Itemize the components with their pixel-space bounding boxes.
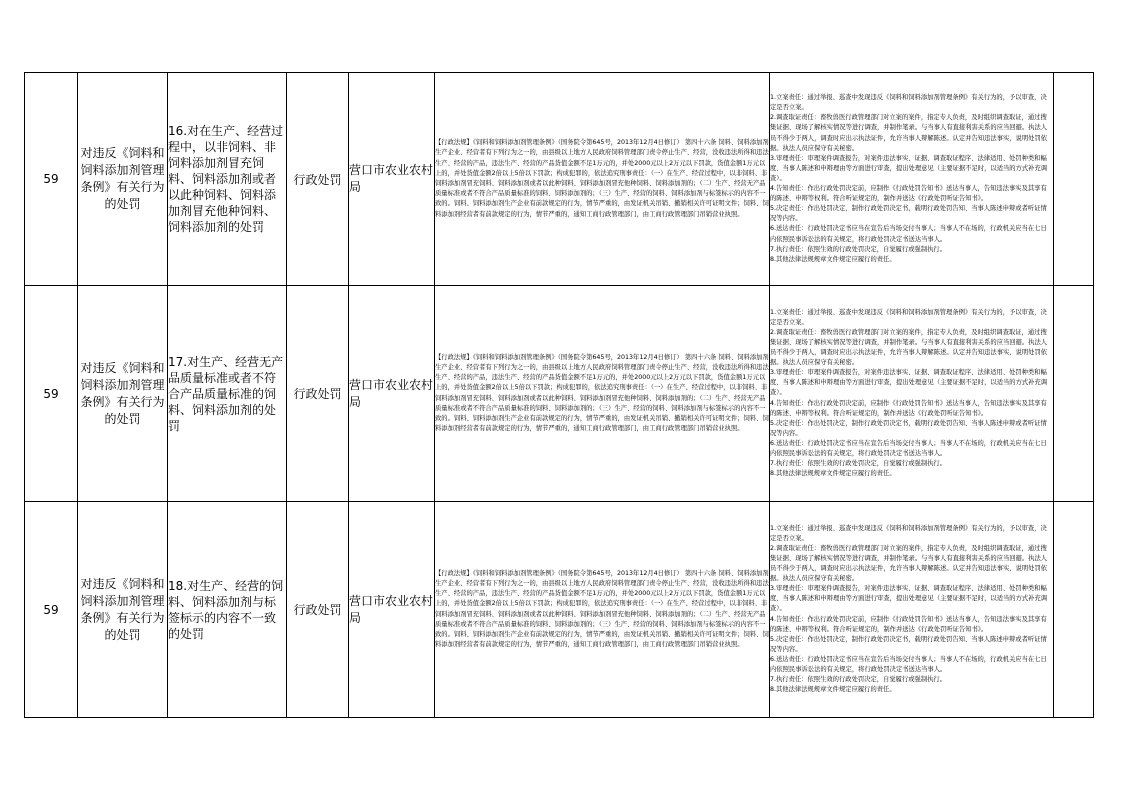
responsibility-list — [770, 502, 1054, 718]
sub-item-name: 16.对在生产、经营过程中，以非饲料、非饲料添加剂冒充饲料、饲料添加剂或者以此种饲料、饲料添加剂冒充他种饲料、饲料添加剂的处罚 — [168, 73, 287, 286]
remarks-cell — [1054, 73, 1094, 286]
sub-item-name: 17.对生产、经营无产品质量标准或者不符合产品质量标准的饲料、饲料添加剂的处罚 — [168, 286, 287, 502]
power-item-name: 对违反《饲料和饲料添加剂管理条例》有关行为的处罚 — [78, 286, 168, 502]
responsibility-item: 5.决定责任：作出处罚决定，制作行政处罚决定书，载明行政处罚告知、当事人陈述申辩或者听证情况等内容。 — [770, 635, 1047, 653]
legal-basis: 【行政法规】《饲料和饲料添加剂管理条例》（国务院令第645号，2013年12月4日修订） 第四十六条 饲料、饲料添加剂生产企业、经营者有下列行为之一的，由县级以上地方人民政府饲料管理部门责令停止生产、经营，没收违法所得和违法生产、经营的产品，违法生产、经营的产品货值金额不足1万元的，并处2000元以上2万元以下罚款，货值金额1万元以上的，并处货值金额2倍以上5倍以下罚款；构成犯罪的，依法追究刑事责任：（一）在生产、经营过程中，以非饲料、非饲料添加剂冒充饲料、饲料添加剂或者以此种饲料、饲料添加剂冒充他种饲料、饲料添加剂的；（二）生产、经营无产品质量标准或者不符合产品质量标准的饲料、饲料添加剂的；（三）生产、经营的饲料、饲料添加剂与标签标示的内容不一致的。饲料、饲料添加剂生产企业有前款规定的行为，情节严重的，由发证机关吊销、撤销相关许可证明文件；饲料、饲料添加剂经营者有前款规定的行为，情节严重的，通知工商行政管理部门，由工商行政管理部门吊销营业执照。 — [435, 286, 770, 502]
responsibility-item: 3.审理责任：审理案件调查报告，对案件违法事实、证据、调查取证程序、法律适用、处罚种类和幅度、当事人陈述和申辩理由等方面进行审查，提出处理意见（主要证据不足时，以适当的方式补充调查）。 — [770, 154, 1048, 182]
responsibility-item: 1.立案责任：通过举报、巡查中发现违反《饲料和饲料添加剂管理条例》有关行为的，予以审查，决定是否立案。 — [770, 308, 1047, 326]
responsibility-item: 2.调查取证责任：畜牧兽医行政管理部门对立案的案件，指定专人负责，及时组织调查取证，通过搜集证据、现场了解核实情况等进行调查，并制作笔录。与当事人有直接利害关系的应当回避。执法人员不得少于两人，调查时应出示执法证件，允许当事人辩解陈述。认定并告知违法事实，说明处罚依据。执法人员应保守有关秘密。 — [770, 114, 1048, 152]
implementing-organ: 营口市农业农村局 — [349, 502, 435, 718]
responsibility-item: 6.送达责任：行政处罚决定书应当在宣告后当场交付当事人；当事人不在场的，行政机关应当在七日内依照民事诉讼法的有关规定，将行政处罚决定书送达当事人。 — [770, 225, 1047, 243]
responsibility-item: 8.其他法律法规规章文件规定应履行的责任。 — [770, 686, 896, 694]
responsibility-item: 6.送达责任：行政处罚决定书应当在宣告后当场交付当事人；当事人不在场的，行政机关应当在七日内依照民事诉讼法的有关规定，将行政处罚决定书送达当事人。 — [770, 655, 1047, 674]
power-category: 行政处罚 — [287, 73, 349, 286]
remarks-cell — [1054, 286, 1094, 502]
remarks-cell — [1054, 502, 1094, 718]
responsibility-item: 4.告知责任：作出行政处罚决定前，应制作《行政处罚告知书》送达当事人，告知违法事实及其享有的陈述、申辩等权利。符合听证规定的，制作并送达《行政处罚听证告知书》。 — [770, 399, 1047, 417]
responsibility-item: 7.执行责任：依照生效的行政处罚决定，自觉履行或强制执行。 — [770, 460, 947, 468]
responsibility-list — [770, 73, 1054, 286]
table-row — [25, 286, 1094, 502]
implementing-organ: 营口市农业农村局 — [349, 73, 435, 286]
responsibility-item: 3.审理责任：审理案件调查报告，对案件违法事实、证据、调查取证程序、法律适用、处罚种类和幅度、当事人陈述和申辩理由等方面进行审查，提出处理意见（主要证据不足时，以适当的方式补充调查）。 — [770, 369, 1048, 397]
power-category: 行政处罚 — [287, 502, 349, 718]
responsibility-item: 8.其他法律法规规章文件规定应履行的责任。 — [770, 255, 896, 263]
power-item-name: 对违反《饲料和饲料添加剂管理条例》有关行为的处罚 — [78, 502, 168, 718]
power-list-table — [24, 72, 1094, 718]
row-number: 59 — [25, 286, 78, 502]
implementing-organ: 营口市农业农村局 — [349, 286, 435, 502]
sub-item-name: 18.对生产、经营的饲料、饲料添加剂与标签标示的内容不一致的处罚 — [168, 502, 287, 718]
responsibility-item: 7.执行责任：依照生效的行政处罚决定，自觉履行或强制执行。 — [770, 676, 947, 684]
responsibility-item: 5.决定责任：作出处罚决定，制作行政处罚决定书，载明行政处罚告知、当事人陈述申辩或者听证情况等内容。 — [770, 419, 1047, 437]
table-row — [25, 502, 1094, 718]
responsibility-item: 4.告知责任：作出行政处罚决定前，应制作《行政处罚告知书》送达当事人，告知违法事实及其享有的陈述、申辩等权利。符合听证规定的，制作并送达《行政处罚听证告知书》。 — [770, 615, 1047, 633]
legal-basis: 【行政法规】《饲料和饲料添加剂管理条例》（国务院令第645号，2013年12月4日修订） 第四十六条 饲料、饲料添加剂生产企业、经营者有下列行为之一的，由县级以上地方人民政府饲料管理部门责令停止生产、经营，没收违法所得和违法生产、经营的产品，违法生产、经营的产品货值金额不足1万元的，并处2000元以上2万元以下罚款，货值金额1万元以上的，并处货值金额2倍以上5倍以下罚款；构成犯罪的，依法追究刑事责任：（一）在生产、经营过程中，以非饲料、非饲料添加剂冒充饲料、饲料添加剂或者以此种饲料、饲料添加剂冒充他种饲料、饲料添加剂的；（二）生产、经营无产品质量标准或者不符合产品质量标准的饲料、饲料添加剂的；（三）生产、经营的饲料、饲料添加剂与标签标示的内容不一致的。饲料、饲料添加剂生产企业有前款规定的行为，情节严重的，由发证机关吊销、撤销相关许可证明文件；饲料、饲料添加剂经营者有前款规定的行为，情节严重的，通知工商行政管理部门，由工商行政管理部门吊销营业执照。 — [435, 502, 770, 718]
power-item-name: 对违反《饲料和饲料添加剂管理条例》有关行为的处罚 — [78, 73, 168, 286]
responsibility-item: 5.决定责任：作出处罚决定，制作行政处罚决定书，载明行政处罚告知、当事人陈述申辩或者听证情况等内容。 — [770, 205, 1047, 223]
table-body — [25, 73, 1094, 718]
power-category: 行政处罚 — [287, 286, 349, 502]
responsibility-item: 4.告知责任：作出行政处罚决定前，应制作《行政处罚告知书》送达当事人，告知违法事实及其享有的陈述、申辩等权利。符合听证规定的，制作并送达《行政处罚听证告知书》。 — [770, 185, 1047, 203]
table-row — [25, 73, 1094, 286]
responsibility-item: 8.其他法律法规规章文件规定应履行的责任。 — [770, 470, 896, 478]
responsibility-item: 1.立案责任：通过举报、巡查中发现违反《饲料和饲料添加剂管理条例》有关行为的，予以审查，决定是否立案。 — [770, 524, 1047, 542]
responsibility-item: 6.送达责任：行政处罚决定书应当在宣告后当场交付当事人；当事人不在场的，行政机关应当在七日内依照民事诉讼法的有关规定，将行政处罚决定书送达当事人。 — [770, 439, 1047, 458]
row-number: 59 — [25, 502, 78, 718]
legal-basis: 【行政法规】《饲料和饲料添加剂管理条例》（国务院令第645号，2013年12月4日修订） 第四十六条 饲料、饲料添加剂生产企业、经营者有下列行为之一的，由县级以上地方人民政府饲料管理部门责令停止生产、经营，没收违法所得和违法生产、经营的产品，违法生产、经营的产品货值金额不足1万元的，并处2000元以上2万元以下罚款，货值金额1万元以上的，并处货值金额2倍以上5倍以下罚款；构成犯罪的，依法追究刑事责任：（一）在生产、经营过程中，以非饲料、非饲料添加剂冒充饲料、饲料添加剂或者以此种饲料、饲料添加剂冒充他种饲料、饲料添加剂的；（二）生产、经营无产品质量标准或者不符合产品质量标准的饲料、饲料添加剂的；（三）生产、经营的饲料、饲料添加剂与标签标示的内容不一致的。饲料、饲料添加剂生产企业有前款规定的行为，情节严重的，由发证机关吊销、撤销相关许可证明文件；饲料、饲料添加剂经营者有前款规定的行为，情节严重的，通知工商行政管理部门，由工商行政管理部门吊销营业执照。 — [435, 73, 770, 286]
responsibility-item: 7.执行责任：依照生效的行政处罚决定，自觉履行或强制执行。 — [770, 245, 947, 253]
responsibility-list — [770, 286, 1054, 502]
row-number: 59 — [25, 73, 78, 286]
responsibility-item: 1.立案责任：通过举报、巡查中发现违反《饲料和饲料添加剂管理条例》有关行为的，予以审查，决定是否立案。 — [770, 94, 1047, 112]
responsibility-item: 2.调查取证责任：畜牧兽医行政管理部门对立案的案件，指定专人负责，及时组织调查取证，通过搜集证据、现场了解核实情况等进行调查，并制作笔录。与当事人有直接利害关系的应当回避。执法人员不得少于两人，调查时应出示执法证件，允许当事人辩解陈述。认定并告知违法事实，说明处罚依据。执法人员应保守有关秘密。 — [770, 544, 1048, 583]
responsibility-item: 2.调查取证责任：畜牧兽医行政管理部门对立案的案件，指定专人负责，及时组织调查取证，通过搜集证据、现场了解核实情况等进行调查，并制作笔录。与当事人有直接利害关系的应当回避。执法人员不得少于两人，调查时应出示执法证件，允许当事人辩解陈述。认定并告知违法事实，说明处罚依据。执法人员应保守有关秘密。 — [770, 328, 1048, 367]
responsibility-item: 3.审理责任：审理案件调查报告，对案件违法事实、证据、调查取证程序、法律适用、处罚种类和幅度、当事人陈述和申辩理由等方面进行审查，提出处理意见（主要证据不足时，以适当的方式补充调查）。 — [770, 585, 1048, 613]
